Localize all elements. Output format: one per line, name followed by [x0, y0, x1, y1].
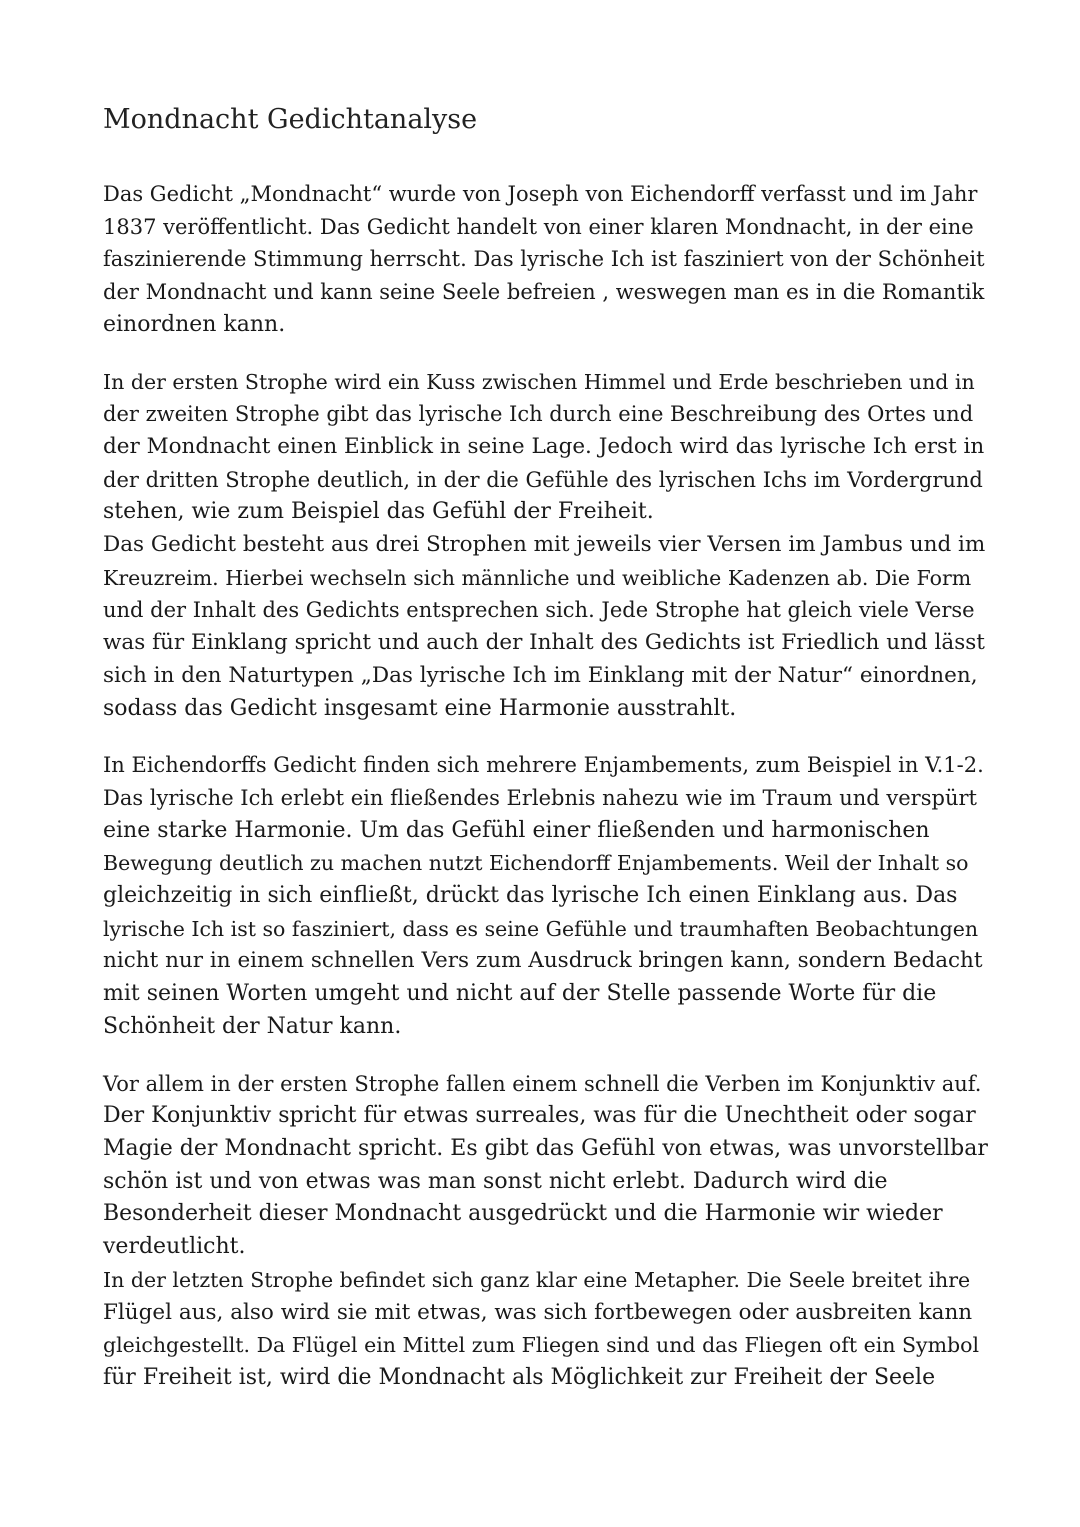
text-line: faszinierende Stimmung herrscht. Das lyrische Ich ist fasziniert von der Schönheit	[103, 247, 985, 272]
paragraph-introduction	[103, 178, 988, 342]
text-line: Magie der Mondnacht spricht. Es gibt das Gefühl von etwas, was unvorstellbar	[103, 1135, 988, 1161]
text-line: In der letzten Strophe befindet sich ganz klar eine Metapher. Die Seele breitet ihre	[103, 1267, 971, 1292]
text-line: Besonderheit dieser Mondnacht ausgedrückt und die Harmonie wir wieder	[103, 1201, 943, 1227]
text-line: sodass das Gedicht insgesamt eine Harmonie ausstrahlt.	[103, 695, 737, 721]
text-line: mit seinen Worten umgeht und nicht auf der Stelle passende Worte für die	[103, 981, 937, 1007]
paragraph-spacer	[103, 1044, 988, 1068]
text-line: für Freiheit ist, wird die Mondnacht als Möglichkeit zur Freiheit der Seele	[103, 1364, 936, 1390]
text-line: Schönheit der Natur kann.	[103, 1013, 402, 1039]
text-line: Das Gedicht „Mondnacht“ wurde von Joseph von Eichendorff verfasst und im Jahr	[103, 182, 978, 206]
text-line: Flügel aus, also wird sie mit etwas, was sich fortbewegen oder ausbreiten kann	[103, 1299, 973, 1325]
text-line: Das lyrische Ich erlebt ein fließendes Erlebnis nahezu wie im Traum und verspürt	[103, 785, 977, 810]
document-title: Mondnacht Gedichtanalyse	[103, 104, 478, 135]
paragraph-enjambement	[103, 749, 988, 1043]
text-line: sich in den Naturtypen „Das lyrische Ich im Einklang mit der Natur“ einordnen,	[103, 662, 978, 688]
text-line: stehen, wie zum Beispiel das Gefühl der Freiheit.	[103, 499, 654, 525]
text-line: gleichgestellt. Da Flügel ein Mittel zum Fliegen sind und das Fliegen oft ein Symbol	[103, 1333, 980, 1358]
text-line: einordnen kann.	[103, 311, 286, 337]
text-line: In Eichendorffs Gedicht finden sich mehrere Enjambements, zum Beispiel in V.1-2.	[103, 753, 984, 778]
paragraph-spacer	[103, 342, 988, 366]
text-line: lyrische Ich ist so fasziniert, dass es seine Gefühle und traumhaften Beobachtungen	[103, 916, 979, 941]
text-line: Das Gedicht besteht aus drei Strophen mit jeweils vier Versen im Jambus und im	[103, 532, 986, 558]
text-line: schön ist und von etwas was man sonst nicht erlebt. Dadurch wird die	[103, 1168, 888, 1194]
text-line: eine starke Harmonie. Um das Gefühl einer fließenden und harmonischen	[103, 817, 930, 843]
text-line: der Mondnacht einen Einblick in seine Lage. Jedoch wird das lyrische Ich erst in	[103, 433, 985, 459]
text-line: nicht nur in einem schnellen Vers zum Ausdruck bringen kann, sondern Bedacht	[103, 948, 983, 974]
text-line: Vor allem in der ersten Strophe fallen einem schnell die Verben im Konjunktiv auf.	[103, 1071, 982, 1096]
text-line: verdeutlicht.	[103, 1234, 246, 1260]
text-line: der zweiten Strophe gibt das lyrische Ich durch eine Beschreibung des Ortes und	[103, 402, 974, 427]
paragraph-structure	[103, 366, 988, 726]
text-line: Kreuzreim. Hierbei wechseln sich männliche und weibliche Kadenzen ab. Die Form	[103, 565, 972, 590]
text-line: Der Konjunktiv spricht für etwas surreales, was für die Unechtheit oder sogar	[103, 1103, 976, 1129]
document-page	[103, 100, 988, 1395]
text-line: Bewegung deutlich zu machen nutzt Eichendorff Enjambements. Weil der Inhalt so	[103, 851, 969, 876]
text-line: was für Einklang spricht und auch der Inhalt des Gedichts ist Friedlich und lässt	[103, 630, 985, 656]
text-line: In der ersten Strophe wird ein Kuss zwischen Himmel und Erde beschrieben und in	[103, 369, 975, 394]
text-line: 1837 veröffentlicht. Das Gedicht handelt von einer klaren Mondnacht, in der eine	[103, 214, 974, 239]
text-line: der dritten Strophe deutlich, in der die Gefühle des lyrischen Ichs im Vordergrund	[103, 467, 983, 492]
text-line: und der Inhalt des Gedichts entsprechen sich. Jede Strophe hat gleich viele Verse	[103, 598, 975, 623]
text-line: der Mondnacht und kann seine Seele befreien , weswegen man es in die Romantik	[103, 280, 985, 305]
paragraph-konjunktiv-metapher	[103, 1068, 988, 1395]
text-line: gleichzeitig in sich einfließt, drückt das lyrische Ich einen Einklang aus. Das	[103, 883, 958, 909]
paragraph-spacer	[103, 725, 988, 749]
